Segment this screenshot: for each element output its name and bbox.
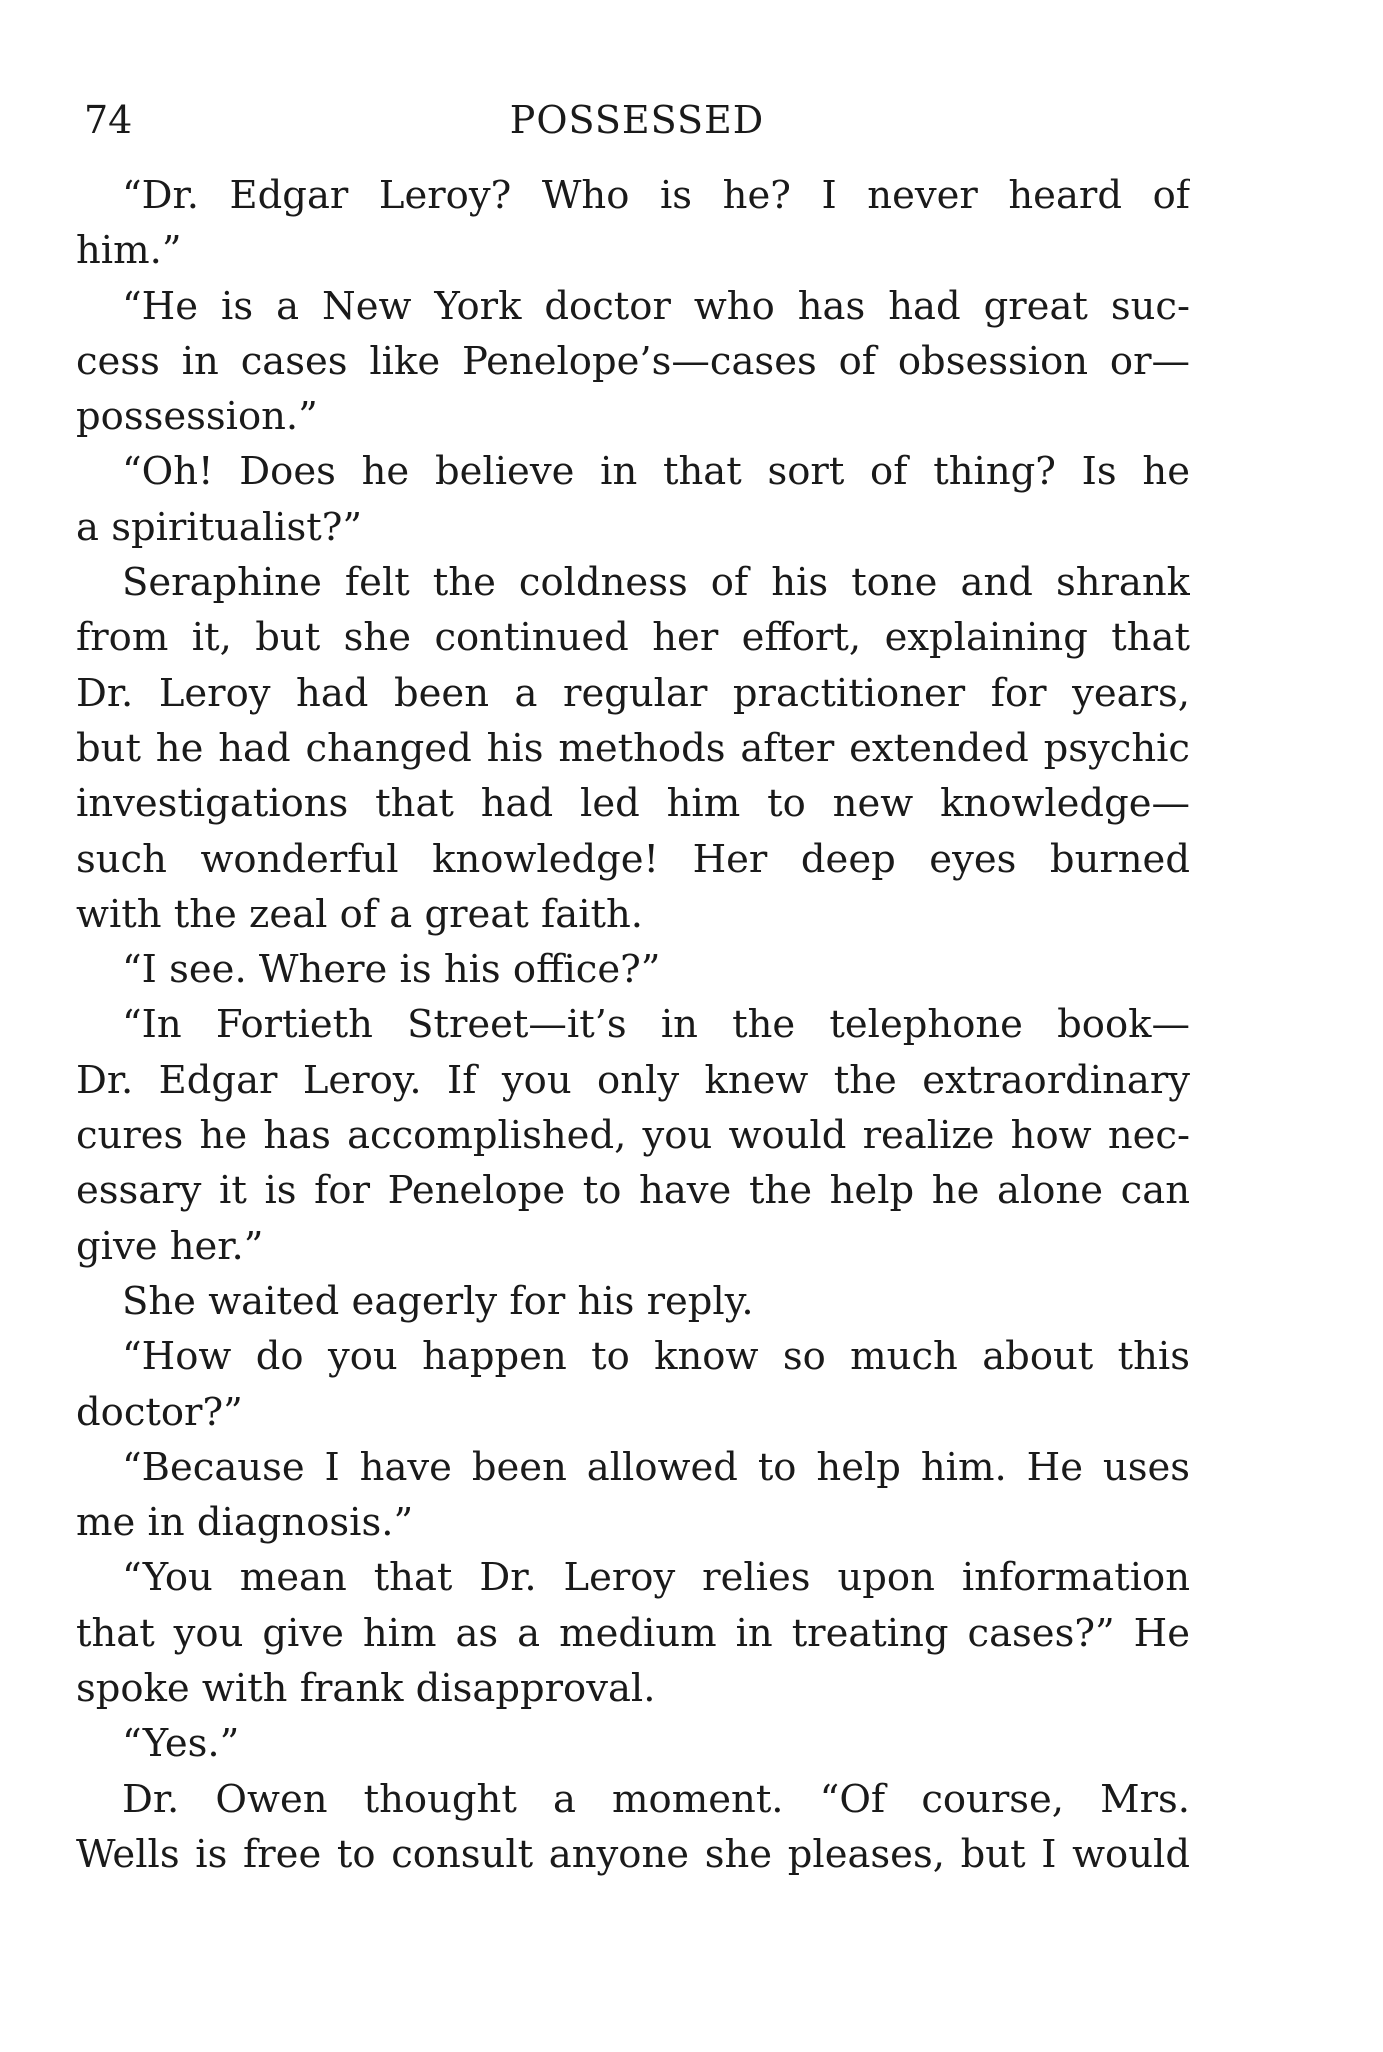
text-line: a spiritualist?” <box>76 504 363 550</box>
text-line: cess in cases like Penelope’s—cases of obsession or— <box>76 338 1190 384</box>
text-line: “You mean that Dr. Leroy relies upon information <box>122 1555 1190 1601</box>
text-line: that you give him as a medium in treating cases?” He <box>76 1610 1190 1656</box>
text-line: from it, but she continued her effort, explaining that <box>76 615 1190 661</box>
text-line: “In Fortieth Street—it’s in the telephone book— <box>122 1002 1190 1048</box>
page-number: 74 <box>84 98 133 142</box>
text-line: spoke with frank disapproval. <box>76 1666 656 1712</box>
text-line: Dr. Leroy had been a regular practitioner for years, <box>76 670 1190 716</box>
text-line: investigations that had led him to new knowledge— <box>76 781 1190 827</box>
text-line: give her.” <box>76 1223 264 1269</box>
text-line: “I see. Where is his office?” <box>122 947 661 993</box>
text-line: “Because I have been allowed to help him. He uses <box>122 1444 1190 1490</box>
text-line: me in diagnosis.” <box>76 1500 414 1546</box>
text-line: cures he has accomplished, you would realize how nec- <box>76 1113 1190 1159</box>
text-line: with the zeal of a great faith. <box>76 891 644 937</box>
text-line: such wonderful knowledge! Her deep eyes burned <box>76 836 1190 882</box>
running-title: POSSESSED <box>509 98 765 142</box>
text-line: him.” <box>76 228 182 274</box>
text-line: Dr. Edgar Leroy. If you only knew the extraordinary <box>76 1057 1190 1103</box>
text-line: “He is a New York doctor who has had great suc- <box>122 283 1190 329</box>
text-line: “Yes.” <box>122 1721 240 1767</box>
text-line: but he had changed his methods after extended psychic <box>76 725 1190 771</box>
text-line: essary it is for Penelope to have the help he alone can <box>76 1168 1190 1214</box>
text-line: possession.” <box>76 394 318 440</box>
text-line: “Oh! Does he believe in that sort of thing? Is he <box>122 449 1190 495</box>
running-head <box>84 90 1190 150</box>
text-line: She waited eagerly for his reply. <box>122 1278 754 1324</box>
text-line: “How do you happen to know so much about this <box>122 1334 1190 1380</box>
text-line: Seraphine felt the coldness of his tone and shrank <box>122 560 1190 606</box>
body-text <box>76 168 1190 1882</box>
text-line: “Dr. Edgar Leroy? Who is he? I never heard of <box>122 173 1190 218</box>
text-line: Wells is free to consult anyone she pleases, but I would <box>76 1831 1190 1877</box>
text-line: doctor?” <box>76 1389 243 1435</box>
text-line: Dr. Owen thought a moment. “Of course, Mrs. <box>122 1776 1190 1822</box>
